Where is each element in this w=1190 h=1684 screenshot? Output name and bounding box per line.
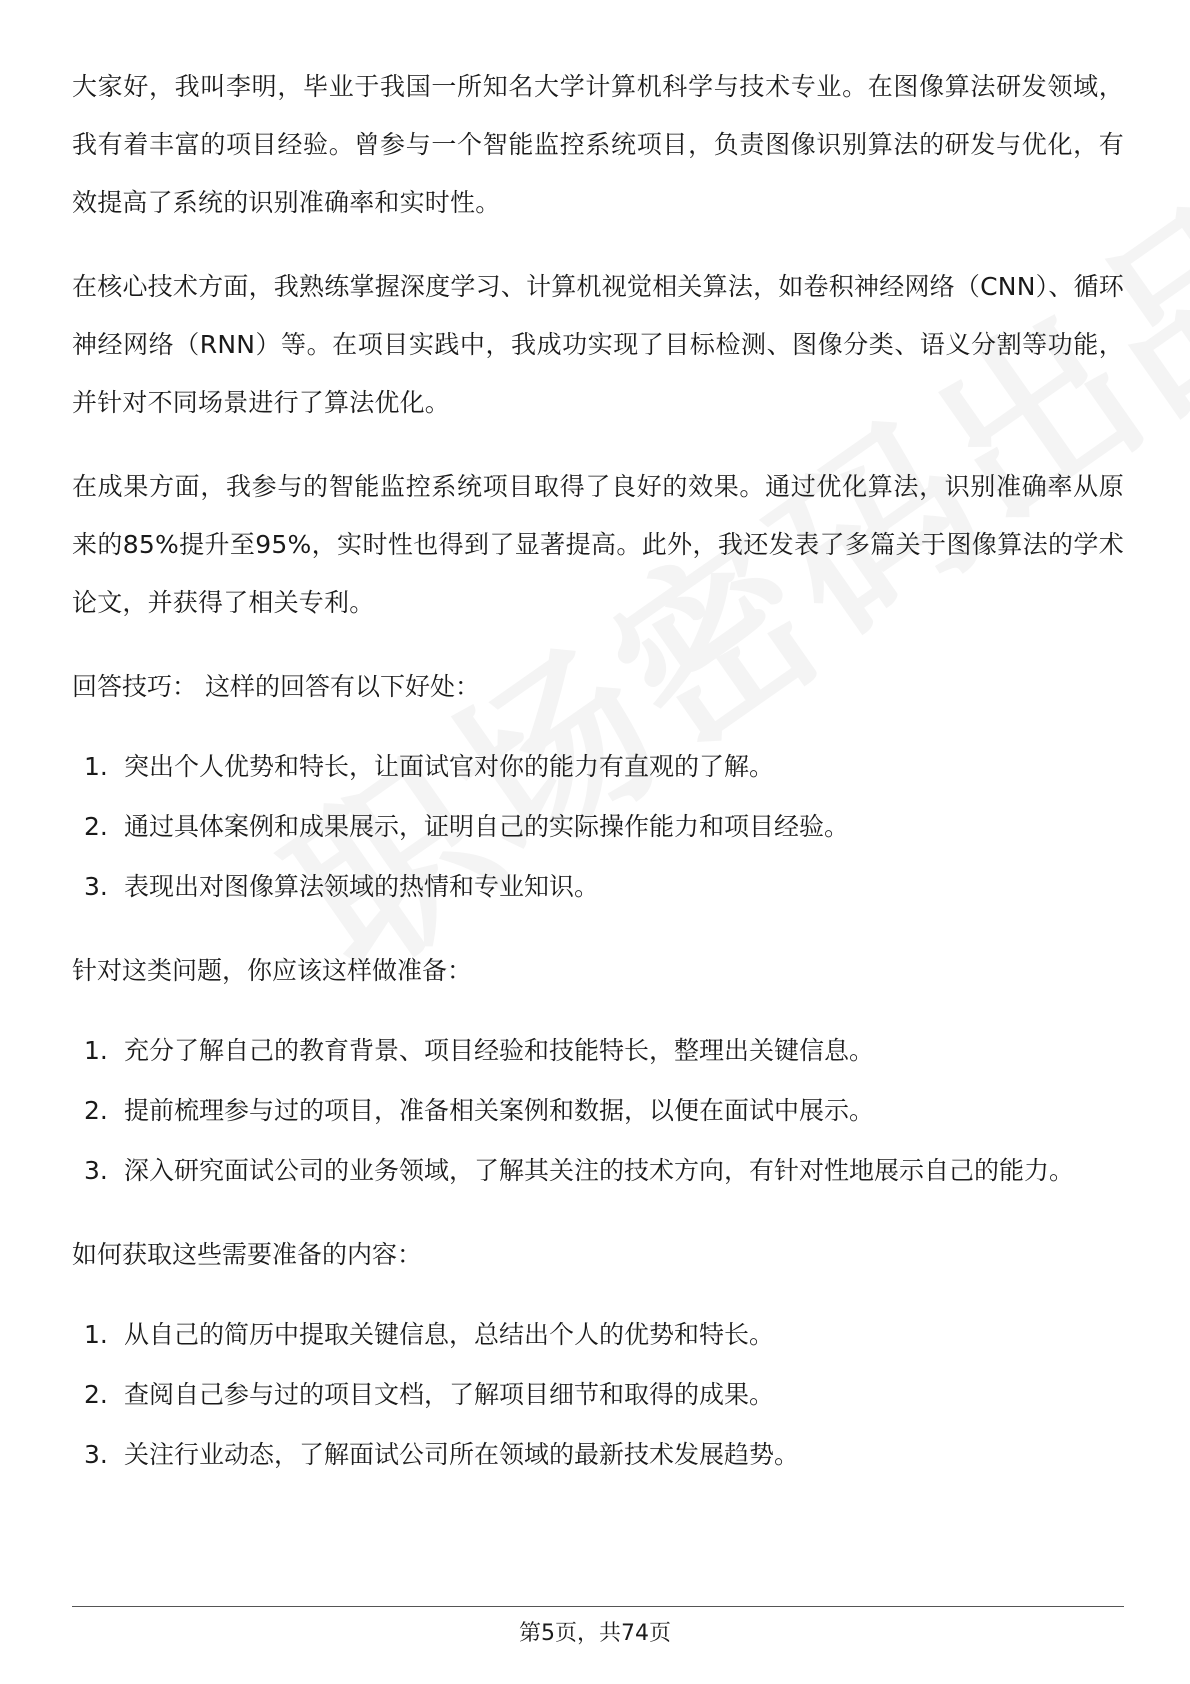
list-item-text: 表现出对图像算法领域的热情和专业知识。 <box>124 872 600 901</box>
footer-divider <box>72 1606 1124 1607</box>
list-item <box>72 1022 1124 1080</box>
list-item <box>72 1426 1124 1484</box>
tips-heading: 回答技巧： 这样的回答有以下好处： <box>72 672 480 701</box>
list-item <box>72 738 1124 796</box>
list-item-text: 关注行业动态，了解面试公司所在领域的最新技术发展趋势。 <box>124 1440 800 1469</box>
list-number: 3. <box>84 1156 108 1185</box>
list-number: 1. <box>84 1036 108 1065</box>
list-number: 2. <box>84 812 108 841</box>
list-item <box>72 1142 1124 1200</box>
list-item-text: 从自己的简历中提取关键信息，总结出个人的优势和特长。 <box>124 1320 775 1349</box>
prep-heading: 针对这类问题，你应该这样做准备： <box>72 956 473 985</box>
list-number: 2. <box>84 1380 108 1409</box>
document-body <box>72 58 1124 1510</box>
page-number: 第5页，共74页 <box>519 1621 671 1646</box>
sources-heading: 如何获取这些需要准备的内容： <box>72 1240 423 1269</box>
list-item <box>72 1366 1124 1424</box>
list-number: 2. <box>84 1096 108 1125</box>
list-number: 3. <box>84 872 108 901</box>
list-item-text: 突出个人优势和特长，让面试官对你的能力有直观的了解。 <box>124 752 775 781</box>
list-item-text: 查阅自己参与过的项目文档，了解项目细节和取得的成果。 <box>124 1380 775 1409</box>
core-tech-paragraph: 在核心技术方面，我熟练掌握深度学习、计算机视觉相关算法，如卷积神经网络（CNN）、循环神经网络（RNN）等。在项目实践中，我成功实现了目标检测、图像分类、语义分割等功能，并针对不同场景进行了算法优化。 <box>72 272 1124 417</box>
list-number: 1. <box>84 752 108 781</box>
list-item <box>72 798 1124 856</box>
sources-list <box>72 1306 1124 1484</box>
list-item <box>72 1082 1124 1140</box>
prep-list <box>72 1022 1124 1200</box>
list-item-text: 充分了解自己的教育背景、项目经验和技能特长，整理出关键信息。 <box>124 1036 875 1065</box>
list-item <box>72 858 1124 916</box>
tips-list <box>72 738 1124 916</box>
list-number: 1. <box>84 1320 108 1349</box>
list-item-text: 深入研究面试公司的业务领域，了解其关注的技术方向，有针对性地展示自己的能力。 <box>124 1156 1075 1185</box>
intro-paragraph: 大家好，我叫李明，毕业于我国一所知名大学计算机科学与技术专业。在图像算法研发领域，我有着丰富的项目经验。曾参与一个智能监控系统项目，负责图像识别算法的研发与优化，有效提高了系统的识别准确率和实时性。 <box>72 72 1124 217</box>
list-number: 3. <box>84 1440 108 1469</box>
list-item-text: 通过具体案例和成果展示，证明自己的实际操作能力和项目经验。 <box>124 812 850 841</box>
list-item <box>72 1306 1124 1364</box>
results-paragraph: 在成果方面，我参与的智能监控系统项目取得了良好的效果。通过优化算法，识别准确率从原来的85%提升至95%，实时性也得到了显著提高。此外，我还发表了多篇关于图像算法的学术论文，并获得了相关专利。 <box>72 472 1124 617</box>
list-item-text: 提前梳理参与过的项目，准备相关案例和数据，以便在面试中展示。 <box>124 1096 875 1125</box>
